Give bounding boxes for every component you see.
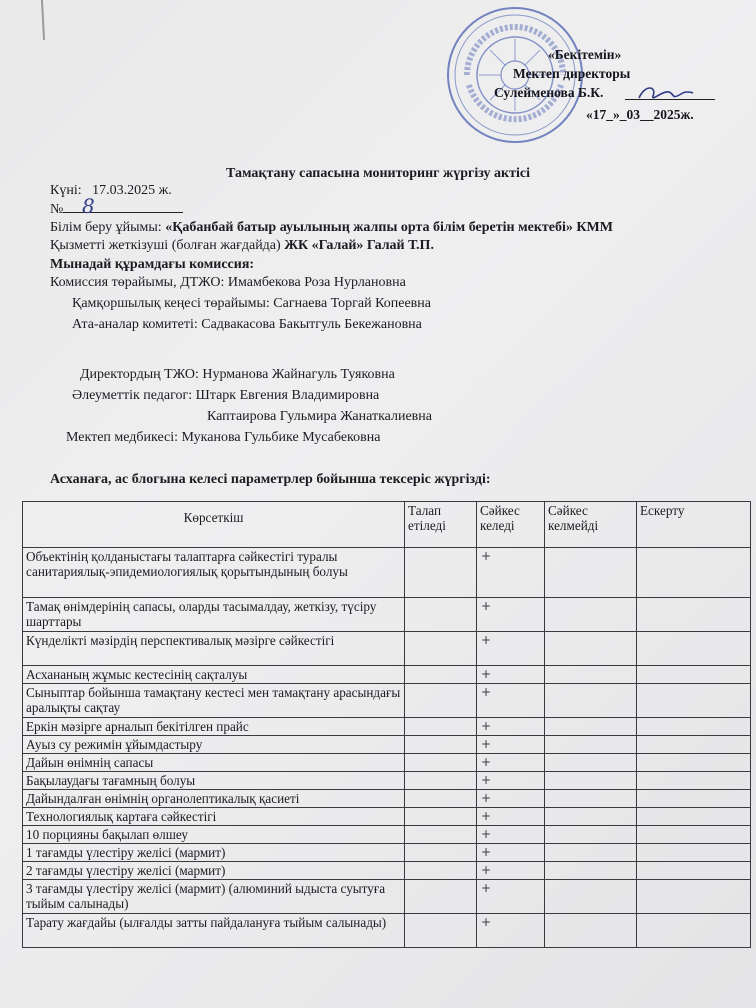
table-row — [23, 826, 751, 844]
member-second-pedagogue: Каптаирова Гульмира Жанаткалиевна — [207, 409, 432, 424]
row-indicator: Дайын өнімнің сапасы — [23, 754, 405, 772]
org-label: Білім беру ұйымы: — [50, 220, 162, 235]
header-note: Ескерту — [637, 502, 751, 548]
inspection-table — [22, 501, 751, 948]
member-board: Қамқоршылық кеңесі төрайымы: Сагнаева Торгай Копеевна — [72, 296, 431, 311]
member-chair: Комиссия төрайымы, ДТЖО: Имамбекова Роза Нурлановна — [50, 275, 406, 290]
inspection-heading: Асханаға, ас блогына келесі параметрлер бойынша тексеріс жүргізді: — [50, 472, 491, 487]
row-indicator: Асхананың жұмыс кестесінің сақталуы — [23, 666, 405, 684]
table-row — [23, 754, 751, 772]
row-complies: + — [477, 772, 545, 790]
document-title: Тамақтану сапасына мониторинг жүргізу актісі — [226, 166, 530, 181]
row-indicator: Сыныптар бойынша тамақтану кестесі мен тамақтану арасындағы аралықты сақтау — [23, 684, 405, 718]
member-deputy: Директордың ТЖО: Нурманова Жайнагуль Туяковна — [80, 367, 395, 382]
header-indicator: Көрсеткіш — [23, 502, 405, 548]
header-not-complies: Сәйкес келмейді — [545, 502, 637, 548]
table-row — [23, 914, 751, 948]
row-indicator: Еркін мәзірге арналып бекітілген прайс — [23, 718, 405, 736]
approval-name: Сулейменова Б.К. — [494, 85, 604, 100]
row-indicator: Күнделікті мәзірдің перспективалық мәзірге сәйкестігі — [23, 632, 405, 666]
row-indicator: Ауыз су режимін ұйымдастыру — [23, 736, 405, 754]
table-row — [23, 684, 751, 718]
row-indicator: Технологиялық картаға сәйкестігі — [23, 808, 405, 826]
approval-position: Мектеп директоры — [513, 66, 631, 81]
page-crease — [41, 0, 45, 40]
table-row — [23, 880, 751, 914]
table-row — [23, 632, 751, 666]
row-complies: + — [477, 880, 545, 914]
table-row — [23, 844, 751, 862]
header-complies: Сәйкес келеді — [477, 502, 545, 548]
row-complies: + — [477, 826, 545, 844]
row-complies: + — [477, 632, 545, 666]
supplier-label: Қызметті жеткізуші (болған жағдайда) — [50, 238, 281, 253]
number-value: 8 — [82, 194, 95, 218]
supplier-row — [50, 237, 434, 254]
row-complies: + — [477, 666, 545, 684]
number-row — [50, 200, 183, 218]
row-indicator: Объектінің қолданыстағы талаптарға сәйкестігі туралы санитариялық-эпидемиологиялық қорытындының болуы — [23, 548, 405, 598]
row-indicator: 10 порцияны бақылап өлшеу — [23, 826, 405, 844]
table-row — [23, 666, 751, 684]
row-indicator: 2 тағамды үлестіру желісі (мармит) — [23, 862, 405, 880]
row-complies: + — [477, 808, 545, 826]
row-complies: + — [477, 598, 545, 632]
row-complies: + — [477, 684, 545, 718]
row-complies: + — [477, 754, 545, 772]
director-signature — [635, 82, 695, 106]
commission-heading: Мынадай құрамдағы комиссия: — [50, 257, 255, 272]
row-indicator: Тамақ өнімдерінің сапасы, оларды тасымалдау, жеткізу, түсіру шарттары — [23, 598, 405, 632]
date-value: 17.03.2025 ж. — [92, 183, 172, 198]
member-parents: Ата-аналар комитеті: Садвакасова Бакытгуль Бекежановна — [72, 317, 422, 332]
row-indicator: Дайындалған өнімнің органолептикалық қасиеті — [23, 790, 405, 808]
approval-date: «17_»_03__2025ж. — [586, 107, 694, 122]
row-complies: + — [477, 548, 545, 598]
row-complies: + — [477, 914, 545, 948]
row-complies: + — [477, 736, 545, 754]
table-row — [23, 718, 751, 736]
table-row — [23, 772, 751, 790]
row-complies: + — [477, 862, 545, 880]
number-label: № — [50, 202, 64, 217]
date-label: Күні: — [50, 183, 82, 198]
table-row — [23, 862, 751, 880]
table-row — [23, 790, 751, 808]
row-indicator: 1 тағамды үлестіру желісі (мармит) — [23, 844, 405, 862]
date-row — [50, 182, 172, 199]
member-social-pedagogue: Әлеуметтік педагог: Штарк Евгения Владимировна — [72, 388, 380, 403]
table-row — [23, 736, 751, 754]
table-row — [23, 598, 751, 632]
supplier-value: ЖК «Галай» Галай Т.П. — [284, 238, 434, 253]
org-value: «Қабанбай батыр ауылының жалпы орта білім беретін мектебі» КММ — [165, 220, 613, 235]
table-header-row — [23, 502, 751, 548]
org-row — [50, 219, 613, 236]
row-indicator: Бақылаудағы тағамның болуы — [23, 772, 405, 790]
member-nurse: Мектеп медбикесі: Муканова Гульбике Мусабековна — [66, 430, 381, 445]
approval-label: «Бекітемін» — [548, 47, 622, 62]
table-row — [23, 808, 751, 826]
header-required: Талап етіледі — [405, 502, 477, 548]
table-row — [23, 548, 751, 598]
row-complies: + — [477, 844, 545, 862]
row-indicator: Тарату жағдайы (ылғалды затты пайдалануға тыйым салынады) — [23, 914, 405, 948]
row-indicator: 3 тағамды үлестіру желісі (мармит) (алюминий ыдыста суытуға тыйым салынады) — [23, 880, 405, 914]
row-complies: + — [477, 790, 545, 808]
row-complies: + — [477, 718, 545, 736]
